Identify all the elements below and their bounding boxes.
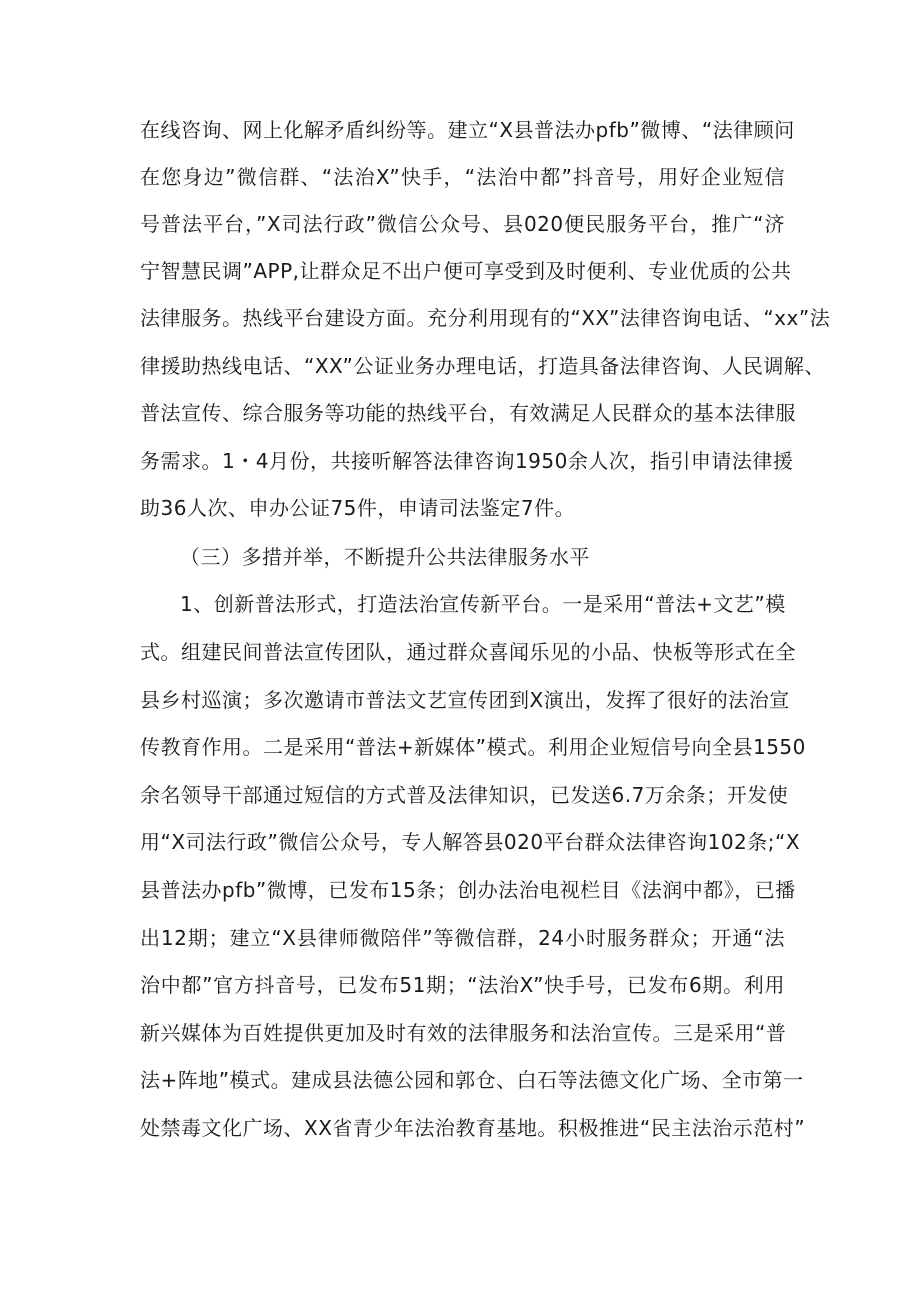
text-line: 传教育作用。二是采用“普法+新媒体”模式。利用企业短信号向全县1550 — [140, 735, 806, 759]
text-line: 法+阵地”模式。建成县法德公园和郭仓、白石等法德文化广场、全市第一 — [140, 1068, 804, 1092]
text-line: 出12期；建立“X县律师微陪伴”等微信群，24小时服务群众；开通“法 — [140, 926, 785, 950]
text-line: 余名领导干部通过短信的方式普及法律知识，已发送6.7万余条；开发使 — [140, 783, 789, 807]
text-line: 律援助热线电话、“XX”公证业务办理电话，打造具备法律咨询、人民调解、 — [140, 354, 825, 378]
text-line: 号普法平台，”X司法行政”微信公众号、县020便民服务平台，推广“济 — [140, 212, 785, 236]
text-line: 治中都”官方抖音号，已发布51期；“法治X”快手号，已发布6期。利用 — [140, 973, 785, 997]
text-line: 在您身边”微信群、“法治X”快手，“法治中都”抖音号，用好企业短信 — [140, 165, 785, 189]
text-line: 县乡村巡演；多次邀请市普法文艺宣传团到X演出，发挥了很好的法治宣 — [140, 688, 790, 712]
text-line: 务需求。1・4月份，共接听解答法律咨询1950余人次，指引申请法律援 — [140, 449, 794, 473]
text-line: 1、创新普法形式，打造法治宣传新平台。一是采用“普法+文艺”模 — [180, 592, 786, 616]
text-line: 助36人次、申办公证75件，申请司法鉴定7件。 — [140, 496, 576, 520]
text-line: 法律服务。热线平台建设方面。充分利用现有的“XX”法律咨询电话、“xx”法 — [140, 306, 831, 330]
text-line: 式。组建民间普法宣传团队，通过群众喜闻乐见的小品、快板等形式在全 — [140, 640, 796, 664]
text-line: 县普法办pfb”微博，已发布15条；创办法治电视栏目《法润中都》，已播 — [140, 878, 796, 902]
text-line: 在线咨询、网上化解矛盾纠纷等。建立“X县普法办pfb”微博、“法律顾问 — [140, 118, 795, 142]
text-line: 用“X司法行政”微信公众号，专人解答县020平台群众法律咨询102条;“X — [140, 830, 801, 854]
text-line: 普法宣传、综合服务等功能的热线平台，有效满足人民群众的基本法律服 — [140, 401, 796, 425]
section-heading: （三）多措并举，不断提升公共法律服务水平 — [180, 545, 590, 569]
text-line: 新兴媒体为百姓提供更加及时有效的法律服务和法治宣传。三是采用“普 — [140, 1021, 787, 1045]
text-line: 宁智慧民调”APP,让群众足不出户便可享受到及时便利、专业优质的公共 — [140, 259, 792, 283]
text-line: 处禁毒文化广场、XX省青少年法治教育基地。积极推进“民主法治示范村” — [140, 1116, 806, 1140]
